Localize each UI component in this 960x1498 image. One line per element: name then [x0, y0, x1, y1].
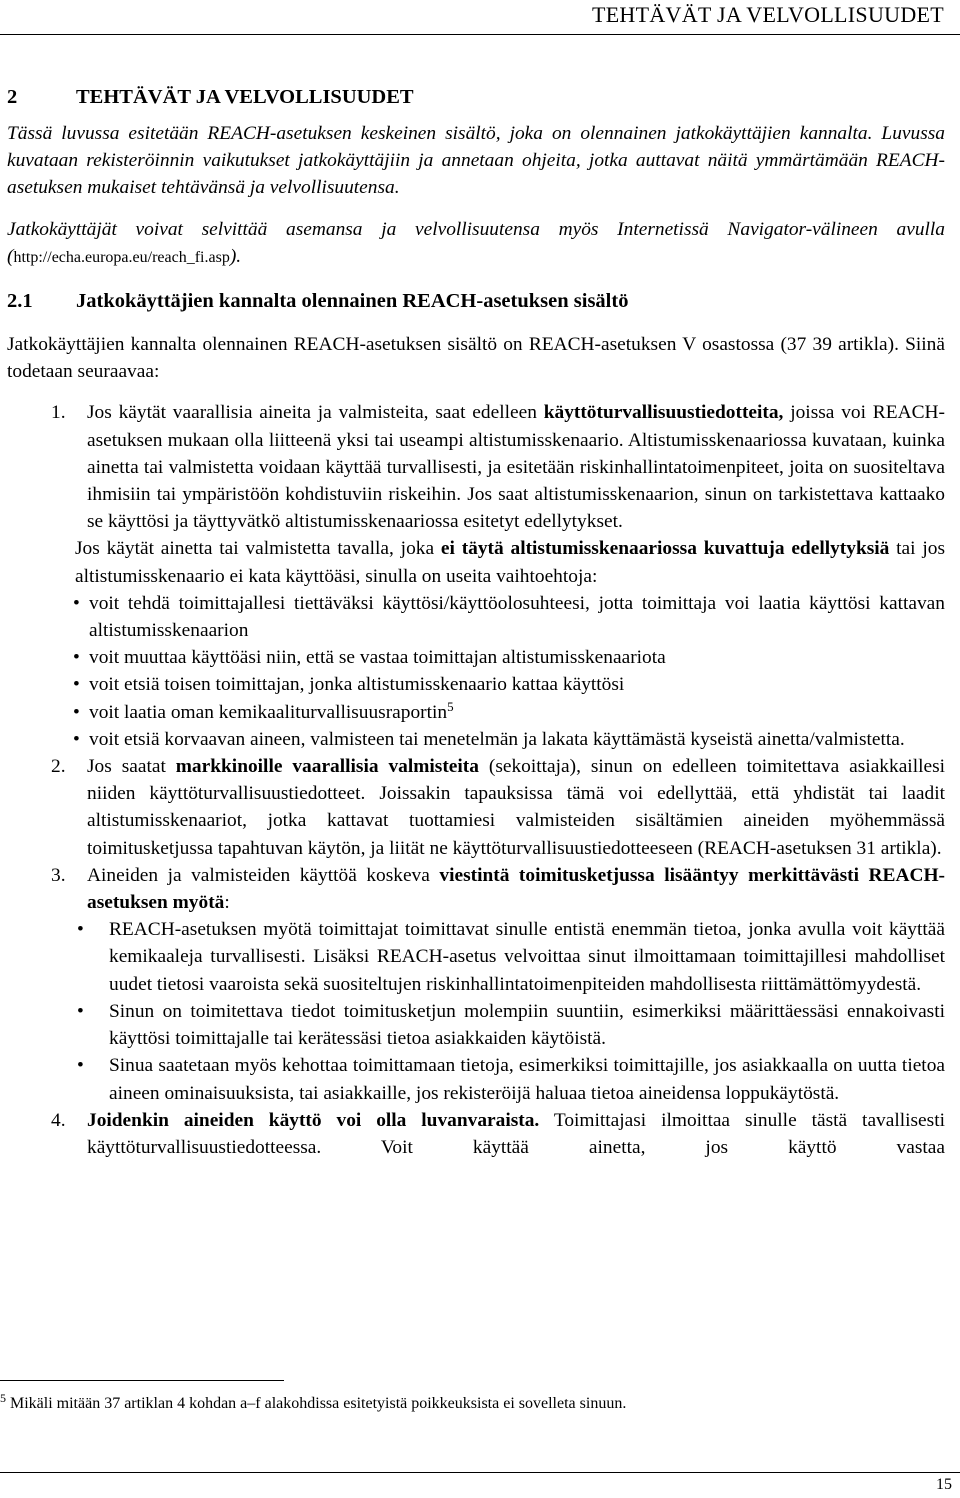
bullet-text: voit etsiä toisen toimittajan, jonka altistumisskenaario kattaa käyttösi [89, 674, 625, 696]
bullet-icon: • [73, 728, 80, 750]
bullet-text: Sinun on toimitettava tiedot toimitusketjun molempiin suuntiin, esimerkiksi määrittäessäsi ennakoivasti käyttösi toimittajalle tai kerätessäsi tietoa asiakkaiden käytöistä. [109, 1000, 945, 1050]
list-item-4 [7, 1107, 945, 1161]
section-intro-paragraph: Tässä luvussa esitetään REACH-asetuksen keskeinen sisältö, joka on olennainen jatkokäyttäjien kannalta. Luvussa kuvataan rekisteröinnin vaikutukset jatkokäyttäjiin ja annetaan ohjeita, jotka auttavat näitä ymmärtämään REACH-asetuksen mukaiset tehtävänsä ja velvollisuutensa. [7, 123, 945, 199]
bullet-text: voit muuttaa käyttöäsi niin, että se vastaa toimittajan altistumisskenaariota [89, 647, 666, 669]
footnote-number: 5 [0, 1391, 6, 1405]
list-item-3 [7, 862, 945, 916]
bullet-text: voit laatia oman kemikaaliturvallisuusraportin [89, 701, 448, 723]
item-emphasis: ei täytä altistumisskenaariossa kuvattuja edellytyksiä [440, 538, 890, 560]
item-text [87, 1107, 945, 1161]
navigator-link[interactable]: http://echa.europa.eu/reach_fi.asp [13, 248, 230, 266]
item-emphasis: käyttöturvallisuustiedotteita, [543, 402, 784, 424]
bullet-icon: • [73, 647, 80, 669]
item-emphasis: markkinoille vaarallisia valmisteita [175, 756, 479, 778]
item-text [87, 399, 945, 535]
item-text [87, 753, 945, 862]
list-item [7, 998, 945, 1052]
subsection-intro: Jatkokäyttäjien kannalta olennainen REACH-asetuksen sisältö on REACH-asetuksen V osastossa (37 39 artikla). Siinä todetaan seuraavaa: [7, 334, 945, 383]
bullet-icon: • [77, 1000, 84, 1022]
footnote-separator [0, 1380, 284, 1381]
footnote-reference: 5 [447, 698, 454, 714]
item-text-part: Jos käytät vaarallisia aineita ja valmisteita, saat edelleen [87, 402, 544, 424]
section-number: 2 [7, 86, 18, 108]
item-number: 4. [51, 1109, 66, 1131]
list-item [7, 644, 945, 671]
item-text-part: Aineiden ja valmisteiden käyttöä koskeva [87, 864, 440, 886]
bullet-text: Sinua saatetaan myös kehottaa toimittamaan tietoja, esimerkiksi toimittajille, jos asiakkaalla on uutta tietoa aineen ominaisuuksista, tai asiakkaille, jos rekisteröijä haluaa tietoa aineidensa loppukäytöstä. [109, 1055, 945, 1104]
item-emphasis: viestintä toimitusketjussa lisääntyy merkittävästi REACH-asetuksen myötä [87, 864, 945, 914]
running-header [0, 0, 960, 35]
subsection-title: Jatkokäyttäjien kannalta olennainen REACH-asetuksen sisältö [76, 290, 629, 313]
item-emphasis: Joidenkin aineiden käyttö voi olla luvanvaraista. [87, 1109, 540, 1131]
subsection-heading [7, 288, 945, 315]
bullet-text: REACH-asetuksen myötä toimittajat toimittavat sinulle entistä enemmän tietoa, jonka avulla voit käyttää kemikaaleja turvallisesti. Lisäksi REACH-asetus velvoittaa sinut ilmoittamaan toimittajillesi mahdolliset uudet tietosi vaaroista sekä suositeltujen riskinhallintatoimenpiteiden mahdollisesta riittämättömyydestä. [109, 919, 945, 995]
bullet-icon: • [77, 1055, 84, 1077]
list-item [7, 916, 945, 998]
item-number: 1. [51, 402, 66, 424]
bullet-icon: • [73, 701, 80, 723]
list-item-2 [7, 753, 945, 862]
bullet-text: voit tehdä toimittajallesi tiettäväksi käyttösi/käyttöolosuhteesi, jotta toimittaja voi laatia käyttösi kattavan altistumisskenaarion [89, 592, 945, 642]
list-item-1 [7, 399, 945, 535]
navigator-text: Jatkokäyttäjät voivat selvittää asemansa ja velvollisuutensa myös Internetissä Navigator-välineen avulla ( [7, 218, 945, 267]
section-heading [7, 84, 945, 111]
footnote [0, 1391, 627, 1414]
bullet-text-wrap [89, 699, 945, 726]
list-item [7, 671, 945, 698]
section-title: TEHTÄVÄT JA VELVOLLISUUDET [76, 86, 414, 108]
list-item [7, 590, 945, 644]
item-number: 2. [51, 756, 66, 778]
bullet-icon: • [73, 592, 80, 614]
item-text [87, 862, 945, 916]
item-text-part: Jos saatat [87, 756, 176, 778]
page-number: 15 [936, 1476, 952, 1493]
item-text-part: tai jos altistumisskenaario ei kata käyttöäsi, sinulla on useita vaihtoehtoja: [75, 538, 945, 587]
running-title: TEHTÄVÄT JA VELVOLLISUUDET [591, 2, 944, 27]
navigator-text-end: ). [229, 245, 242, 267]
footnote-text: Mikäli mitään 37 artiklan 4 kohdan a–f alakohdissa esitetyistä poikkeuksista ei sovelleta sinuun. [6, 1395, 627, 1412]
document-body [7, 84, 945, 1161]
item-1-continuation [7, 535, 945, 589]
navigator-paragraph [7, 216, 945, 271]
list-item [7, 1052, 945, 1106]
item-text-part: : [224, 892, 230, 914]
footer-rule [0, 1472, 960, 1473]
item-text-part: Toimittajasi ilmoittaa sinulle tästä tavallisesti käyttöturvallisuustiedotteessa. Voit käyttää ainetta, jos käyttö vastaa [87, 1109, 945, 1158]
list-item [7, 726, 945, 753]
bullet-icon: • [77, 919, 84, 941]
item-number: 3. [51, 864, 66, 886]
list-item [7, 699, 945, 726]
bullet-text: voit etsiä korvaavan aineen, valmisteen tai menetelmän ja lakata käyttämästä kyseistä ainetta/valmistetta. [89, 728, 905, 750]
item-text-part: (sekoittaja), sinun on edelleen toimitettava asiakkaillesi niiden käyttöturvallisuustiedotteet. Joissakin tapauksissa tämä voi edellyttää, että yhdistät tai laadit altistumisskenaariot, jotka kattavat tuottamiesi valmisteiden sisältämien aineiden myöhemmässä toimitusketjussa tapahtuvan käytön, ja liität ne käyttöturvallisuustiedotteeseen (REACH-asetuksen 31 artikla). [87, 756, 946, 859]
bullet-icon: • [73, 674, 80, 696]
item-text-part: joissa voi REACH-asetuksen mukaan olla liitteenä yksi tai useampi altistumisskenaario. Altistumisskenaariossa kuvataan, kuinka ainetta tai valmistetta voidaan käyttää turvallisesti, ja esitetään riskinhallintatoimenpiteet, joita on suositeltava ihmisiin tai ympäristöön kohdistuviin riskeihin. Jos saat altistumisskenaarion, sinun on tarkistettava kattaako se käyttösi ja täyttyvätkö altistumisskenaariossa esitetyt edellytykset. [87, 402, 945, 533]
subsection-number: 2.1 [7, 290, 33, 313]
item-text-part: Jos käytät ainetta tai valmistetta tavalla, joka [75, 538, 441, 560]
